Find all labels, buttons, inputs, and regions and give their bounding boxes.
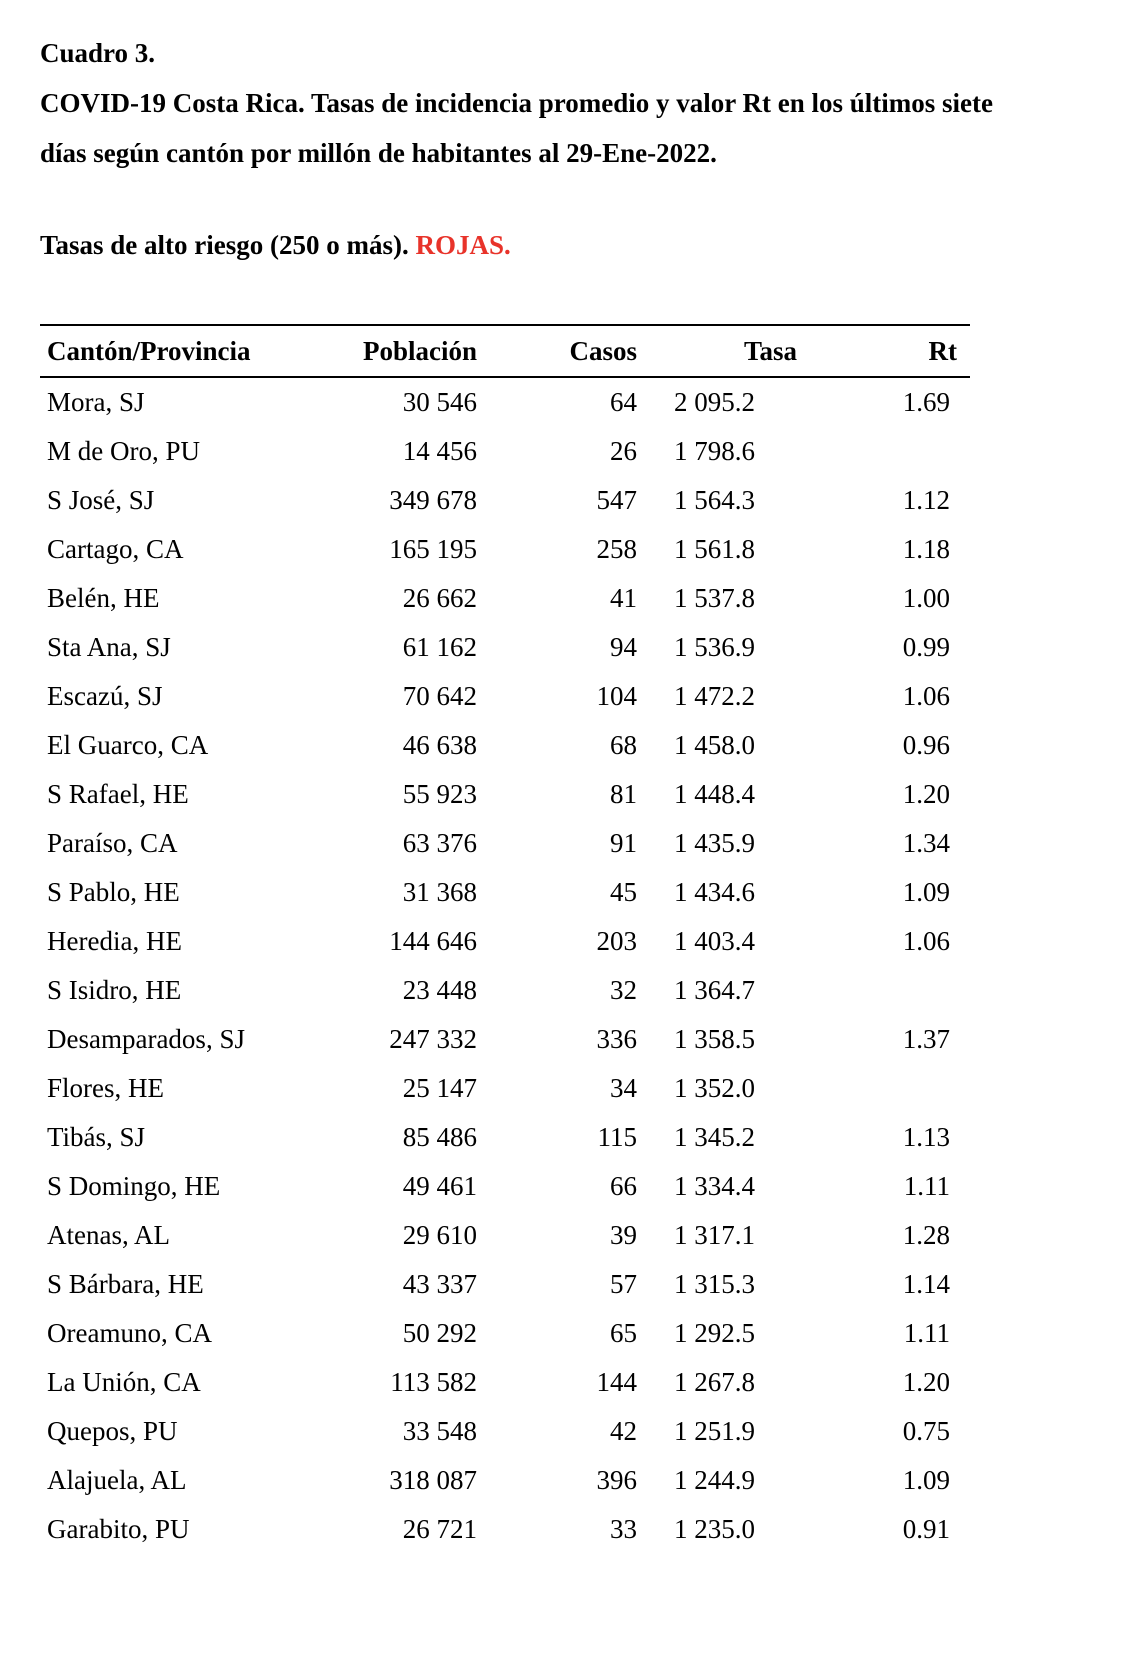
cell-poblacion: 50 292 <box>402 1318 477 1348</box>
table-row <box>40 1407 970 1456</box>
table-row <box>40 1505 970 1554</box>
cell-canton: Quepos, PU <box>47 1416 178 1446</box>
cell-rt: 1.37 <box>902 1024 950 1054</box>
document-header <box>40 28 1050 178</box>
cell-rt: 1.06 <box>902 681 950 711</box>
cell-tasa: 1 317.1 <box>674 1220 755 1250</box>
cell-canton: Desamparados, SJ <box>47 1024 245 1054</box>
cell-tasa: 1 345.2 <box>674 1122 755 1152</box>
cell-casos: 547 <box>596 485 637 515</box>
cell-casos: 66 <box>610 1171 637 1201</box>
cell-casos: 42 <box>610 1416 637 1446</box>
cell-poblacion: 26 721 <box>402 1514 477 1544</box>
cell-poblacion: 33 548 <box>402 1416 477 1446</box>
cell-poblacion: 43 337 <box>402 1269 477 1299</box>
cell-casos: 81 <box>610 779 637 809</box>
cell-tasa: 1 364.7 <box>674 975 755 1005</box>
cell-poblacion: 113 582 <box>390 1367 477 1397</box>
cell-tasa: 1 536.9 <box>674 632 755 662</box>
table-row <box>40 1456 970 1505</box>
cell-casos: 57 <box>610 1269 637 1299</box>
risk-subtitle <box>40 220 511 270</box>
cell-casos: 32 <box>610 975 637 1005</box>
table-row <box>40 1015 970 1064</box>
cell-casos: 203 <box>596 926 637 956</box>
document-title-line-1: COVID-19 Costa Rica. Tasas de incidencia promedio y valor Rt en los últimos siete <box>40 88 994 118</box>
cell-tasa: 1 292.5 <box>674 1318 755 1348</box>
table-row <box>40 476 970 525</box>
cell-poblacion: 26 662 <box>402 583 477 613</box>
cell-tasa: 1 334.4 <box>674 1171 755 1201</box>
cell-canton: Atenas, AL <box>47 1220 170 1250</box>
cell-poblacion: 165 195 <box>389 534 477 564</box>
cell-tasa: 1 798.6 <box>674 436 755 466</box>
cell-rt: 1.20 <box>902 779 950 809</box>
cell-canton: Paraíso, CA <box>47 828 178 858</box>
table-row <box>40 427 970 476</box>
document-title-line-2: días según cantón por millón de habitantes al 29-Ene-2022. <box>40 138 717 168</box>
cell-rt: 1.20 <box>902 1367 950 1397</box>
cell-casos: 115 <box>597 1122 637 1152</box>
cell-canton: M de Oro, PU <box>47 436 200 466</box>
cell-rt: 1.69 <box>902 387 950 417</box>
cell-poblacion: 55 923 <box>402 779 477 809</box>
cell-tasa: 1 358.5 <box>674 1024 755 1054</box>
cell-poblacion: 63 376 <box>402 828 477 858</box>
header-canton: Cantón/Provincia <box>47 335 251 366</box>
cell-canton: Escazú, SJ <box>47 681 163 711</box>
cell-poblacion: 14 456 <box>402 436 477 466</box>
cell-tasa: 1 267.8 <box>674 1367 755 1397</box>
cell-rt: 1.00 <box>902 583 950 613</box>
cell-canton: S Rafael, HE <box>47 779 189 809</box>
cell-casos: 39 <box>610 1220 637 1250</box>
cell-canton: Mora, SJ <box>47 387 145 417</box>
header-rt: Rt <box>928 335 957 366</box>
table-row <box>40 1064 970 1113</box>
cell-canton: S Bárbara, HE <box>47 1269 204 1299</box>
cell-canton: Alajuela, AL <box>47 1465 187 1495</box>
table-row <box>40 525 970 574</box>
table-row <box>40 623 970 672</box>
cell-casos: 68 <box>610 730 637 760</box>
table-row <box>40 1113 970 1162</box>
cell-canton: S José, SJ <box>47 485 155 515</box>
table-row <box>40 1260 970 1309</box>
cell-tasa: 1 434.6 <box>674 877 755 907</box>
document-heading: Cuadro 3. <box>40 38 156 68</box>
cell-canton: Flores, HE <box>47 1073 164 1103</box>
cell-tasa: 1 435.9 <box>674 828 755 858</box>
cell-casos: 104 <box>596 681 637 711</box>
cell-canton: Heredia, HE <box>47 926 182 956</box>
cell-poblacion: 25 147 <box>402 1073 477 1103</box>
cell-poblacion: 61 162 <box>402 632 477 662</box>
table-header-row <box>40 326 970 376</box>
table-row <box>40 672 970 721</box>
cell-casos: 64 <box>610 387 637 417</box>
cell-casos: 396 <box>596 1465 637 1495</box>
table-row <box>40 574 970 623</box>
cell-poblacion: 30 546 <box>402 387 477 417</box>
cell-rt: 1.09 <box>902 877 950 907</box>
cell-poblacion: 49 461 <box>402 1171 477 1201</box>
cell-canton: S Domingo, HE <box>47 1171 221 1201</box>
cell-tasa: 1 537.8 <box>674 583 755 613</box>
cell-poblacion: 144 646 <box>389 926 477 956</box>
cell-casos: 336 <box>596 1024 637 1054</box>
cell-rt: 0.91 <box>902 1514 950 1544</box>
cell-canton: S Pablo, HE <box>47 877 180 907</box>
table-row <box>40 819 970 868</box>
table-row <box>40 378 970 427</box>
cell-canton: Sta Ana, SJ <box>47 632 171 662</box>
header-casos: Casos <box>569 335 637 366</box>
cell-poblacion: 46 638 <box>402 730 477 760</box>
cell-poblacion: 247 332 <box>389 1024 477 1054</box>
cell-tasa: 2 095.2 <box>674 387 755 417</box>
risk-text: Tasas de alto riesgo (250 o más). <box>40 230 409 260</box>
incidence-table <box>40 324 970 1554</box>
cell-canton: Garabito, PU <box>47 1514 190 1544</box>
cell-poblacion: 318 087 <box>389 1465 477 1495</box>
cell-casos: 144 <box>596 1367 637 1397</box>
cell-canton: La Unión, CA <box>47 1367 201 1397</box>
cell-tasa: 1 564.3 <box>674 485 755 515</box>
table-row <box>40 1309 970 1358</box>
cell-rt: 1.12 <box>902 485 950 515</box>
cell-canton: S Isidro, HE <box>47 975 182 1005</box>
cell-canton: Cartago, CA <box>47 534 184 564</box>
cell-tasa: 1 561.8 <box>674 534 755 564</box>
cell-rt: 0.75 <box>902 1416 950 1446</box>
table-row <box>40 966 970 1015</box>
cell-canton: El Guarco, CA <box>47 730 209 760</box>
cell-rt: 1.13 <box>902 1122 950 1152</box>
header-tasa: Tasa <box>743 335 797 366</box>
cell-canton: Oreamuno, CA <box>47 1318 212 1348</box>
cell-canton: Belén, HE <box>47 583 160 613</box>
table-body <box>40 378 970 1554</box>
cell-rt: 1.11 <box>903 1171 950 1201</box>
cell-tasa: 1 448.4 <box>674 779 755 809</box>
cell-tasa: 1 244.9 <box>674 1465 755 1495</box>
cell-poblacion: 31 368 <box>402 877 477 907</box>
cell-casos: 258 <box>596 534 637 564</box>
cell-casos: 91 <box>610 828 637 858</box>
cell-casos: 33 <box>610 1514 637 1544</box>
table-row <box>40 770 970 819</box>
table-row <box>40 721 970 770</box>
cell-tasa: 1 472.2 <box>674 681 755 711</box>
table-row <box>40 1211 970 1260</box>
cell-tasa: 1 315.3 <box>674 1269 755 1299</box>
cell-casos: 94 <box>610 632 637 662</box>
cell-casos: 26 <box>610 436 637 466</box>
cell-rt: 1.09 <box>902 1465 950 1495</box>
cell-casos: 65 <box>610 1318 637 1348</box>
cell-rt: 1.14 <box>902 1269 950 1299</box>
table-row <box>40 868 970 917</box>
cell-tasa: 1 251.9 <box>674 1416 755 1446</box>
cell-tasa: 1 235.0 <box>674 1514 755 1544</box>
cell-tasa: 1 352.0 <box>674 1073 755 1103</box>
cell-poblacion: 349 678 <box>389 485 477 515</box>
cell-rt: 0.96 <box>902 730 950 760</box>
cell-poblacion: 29 610 <box>402 1220 477 1250</box>
cell-poblacion: 85 486 <box>402 1122 477 1152</box>
table-row <box>40 1358 970 1407</box>
table-row <box>40 917 970 966</box>
cell-poblacion: 70 642 <box>402 681 477 711</box>
cell-rt: 1.06 <box>902 926 950 956</box>
cell-canton: Tibás, SJ <box>47 1122 146 1152</box>
cell-tasa: 1 458.0 <box>674 730 755 760</box>
cell-poblacion: 23 448 <box>402 975 477 1005</box>
cell-rt: 1.18 <box>902 534 950 564</box>
cell-casos: 45 <box>610 877 637 907</box>
cell-rt: 1.28 <box>902 1220 950 1250</box>
table-row <box>40 1162 970 1211</box>
cell-rt: 0.99 <box>902 632 950 662</box>
cell-tasa: 1 403.4 <box>674 926 755 956</box>
cell-casos: 34 <box>610 1073 637 1103</box>
cell-rt: 1.11 <box>903 1318 950 1348</box>
header-poblacion: Población <box>362 335 477 366</box>
risk-label: ROJAS. <box>415 230 511 260</box>
cell-casos: 41 <box>610 583 637 613</box>
cell-rt: 1.34 <box>902 828 950 858</box>
